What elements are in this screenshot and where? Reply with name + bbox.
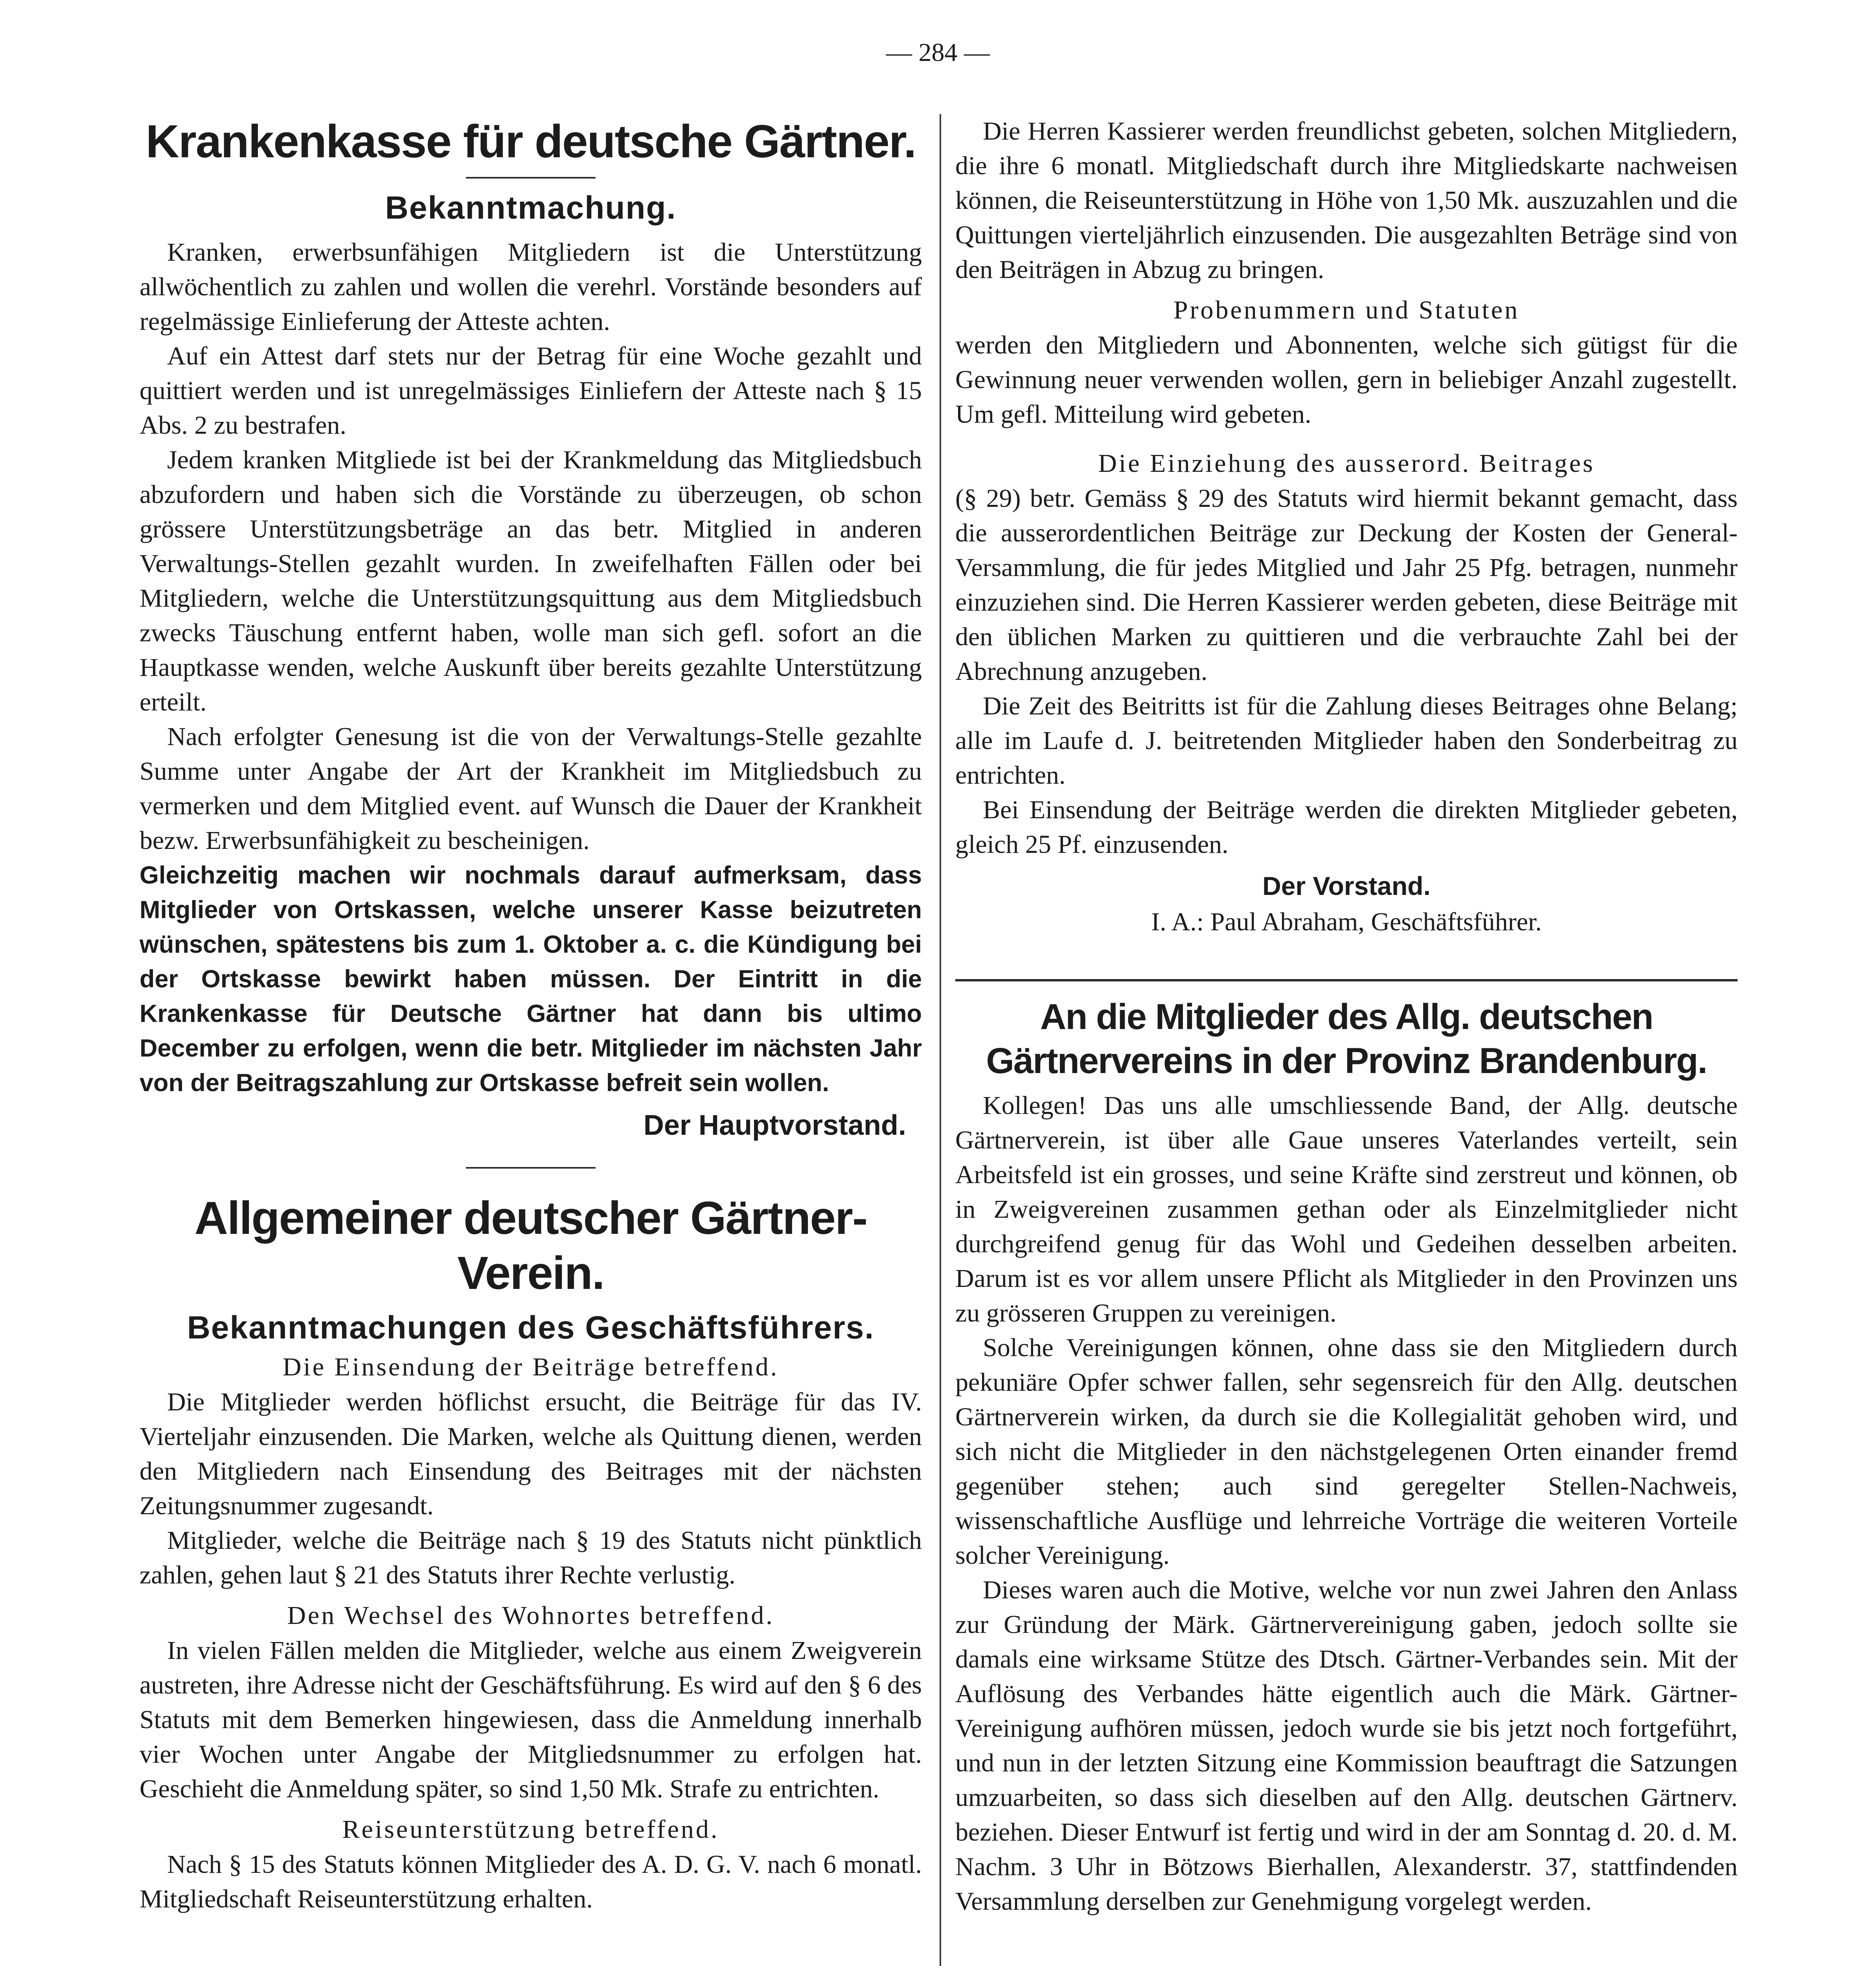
brandenburg-title: An die Mitglieder des Allg. deutschen Gärtnervereins in der Provinz Brandenburg. [986,997,1707,1081]
wohnort-heading: Den Wechsel des Wohnortes betreffend. [287,1601,774,1630]
kassierer-paragraph: Die Herren Kassierer werden freundlichst gebeten, solchen Mitgliedern, die ihre 6 monatl. Mitgliedschaft durch ihre Mitgliedskarte nachweisen können, die Reiseunterstützung in Höhe von 1,50 Mk. auszuzahlen und die Quittungen vierteljährlich einzusenden. Die ausgezahlten Beträge sind von den Beiträgen in Abzug zu bringen. [955,117,1738,284]
gaertner-verein-title: Allgemeiner deutscher Gärtner-Verein. [194,1192,867,1299]
krankenkasse-paragraph-1: Kranken, erwerbsunfähigen Mitgliedern ist die Unterstützung allwöchentlich zu zahlen und wollen die verehrl. Vorstände besonders auf regelmässige Einlieferung der Atteste achten. [140,238,922,336]
title-rule [466,177,596,179]
brandenburg-paragraph-1: Kollegen! Das uns alle umschliessende Band, der Allg. deutsche Gärtnerverein, ist über alle Gaue unseres Vaterlandes verteilt, sein Arbeitsfeld ist ein grosses, und seine Kräfte sind zerstreut und können, ob in Zweigvereinen zusammen gethan oder als Einzelmitglieder nicht durchgreifend genug für das Wohl und Gedeihen desselben arbeiten. Darum ist es vor allem unsere Pflicht als Mitglieder in den Provinzen uns zu grösseren Gruppen zu vereinigen. [955,1091,1738,1327]
krankenkasse-paragraph-3: Jedem kranken Mitgliede ist bei der Krankmeldung das Mitgliedsbuch abzufordern und haben sich die Vorstände zu überzeugen, ob schon grössere Unterstützungsbeträge an das betr. Mitglied in anderen Verwaltungs-Stellen gezahlt wurden. In zweifelhaften Fällen oder bei Mitgliedern, welche die Unterstützungsquittung aus dem Mitgliedsbuch zwecks Täuschung entfernt haben, wolle man sich gefl. sofort an die Hauptkasse wenden, welche Auskunft über bereits gezahlte Unterstützung erteilt. [140,445,922,716]
krankenkasse-paragraph-2: Auf ein Attest darf stets nur der Betrag für eine Woche gezahlt und quittiert werden und ist unregelmässiges Einliefern der Atteste nach § 15 Abs. 2 zu bestrafen. [140,342,922,440]
geschaeftsfuehrer-subtitle: Bekanntmachungen des Geschäftsführers. [187,1310,875,1346]
reise-heading: Reiseunterstützung betreffend. [342,1815,719,1844]
einsendung-heading: Die Einsendung der Beiträge betreffend. [282,1353,779,1381]
section-rule-right [955,979,1738,981]
section-rule [466,1167,596,1169]
einsendung-paragraph-1: Die Mitglieder werden höflichst ersucht, die Beiträge für das IV. Vierteljahr einzusenden. Die Marken, welche als Quittung dienen, werden den Mitgliedern nach Einsendung des Beitrages mit der nächsten Zeitungsnummer zugesandt. [140,1388,922,1520]
brandenburg-paragraph-3: Dieses waren auch die Motive, welche vor nun zwei Jahren den Anlass zur Gründung der Märk. Gärtnervereinigung gaben, jedoch sollte sie damals eine wirksame Stütze des Dtsch. Gärtner-Verbandes sein. Mit der Auflösung des Verbandes hätte eigentlich auch die Märk. Gärtner-Vereinigung aufhören müssen, jedoch wurde sie bis jetzt noch fortgeführt, und nun in der letzten Sitzung eine Kommission beauftragt die Satzungen umzuarbeiten, so dass sich dieselben auf den Allg. deutschen Gärtnerv. beziehen. Dieser Entwurf ist fertig und wird in der am Sonntag d. 20. d. M. Nachm. 3 Uhr in Bötzows Bierhallen, Alexanderstr. 37, stattfindenden Versammlung derselben zur Genehmigung vorgelegt werden. [955,1576,1738,1916]
reise-paragraph: Nach § 15 des Statuts können Mitglieder des A. D. G. V. nach 6 monatl. Mitgliedschaft Reiseunterstützung erhalten. [140,1850,922,1913]
column-divider [940,114,941,1966]
vorstand-signature: Der Vorstand. [1262,871,1431,900]
einziehung-paragraph-1: (§ 29) betr. Gemäss § 29 des Statuts wird hiermit bekannt gemacht, dass die ausserordentlichen Beiträge zur Deckung der Kosten der General-Versammlung, die für jedes Mitglied und Jahr 25 Pfg. betragen, nunmehr einzuziehen sind. Die Herren Kassierer werden gebeten, diese Beiträge mit den üblichen Marken zu quittieren und die verbrauchte Zahl bei der Abrechnung anzugeben. [955,484,1738,686]
krankenkasse-paragraph-4: Nach erfolgter Genesung ist die von der Verwaltungs-Stelle gezahlte Summe unter Angabe der Art der Krankheit im Mitgliedsbuch zu vermerken und dem Mitglied event. auf Wunsch die Dauer der Krankheit bezw. Erwerbsunfähigkeit zu bescheinigen. [140,722,922,855]
krankenkasse-subtitle: Bekanntmachung. [385,190,677,226]
hauptvorstand-signature: Der Hauptvorstand. [643,1110,906,1141]
page-number: — 284 — [886,38,990,67]
right-column [955,114,1738,1919]
einziehung-paragraph-3: Bei Einsendung der Beiträge werden die direkten Mitglieder gebeten, gleich 25 Pf. einzusenden. [955,795,1738,859]
einziehung-paragraph-2: Die Zeit des Beitritts ist für die Zahlung dieses Beitrages ohne Belang; alle im Laufe d. J. beitretenden Mitglieder haben den Sonderbeitrag zu entrichten. [955,692,1738,790]
krankenkasse-bold-notice: Gleichzeitig machen wir nochmals darauf aufmerksam, dass Mitglieder von Ortskassen, welche unserer Kasse beizutreten wünschen, spätestens bis zum 1. Oktober a. c. die Kündigung bei der Ortskasse bewirkt haben müssen. Der Eintritt in die Krankenkasse für Deutsche Gärtner hat dann bis ultimo December zu erfolgen, wenn die betr. Mitglieder im nächsten Jahr von der Beitragszahlung zur Ortskasse befreit sein wollen. [140,862,922,1097]
probenummern-paragraph: werden den Mitgliedern und Abonnenten, welche sich gütigst für die Gewinnung neuer verwenden wollen, gern in beliebiger Anzahl zugestellt. Um gefl. Mitteilung wird gebeten. [955,331,1738,429]
abraham-signature: I. A.: Paul Abraham, Geschäftsführer. [1151,908,1542,936]
einziehung-heading: Die Einziehung des ausserord. Beitrages [1098,449,1595,478]
left-column [140,114,922,1916]
probenummern-heading: Probenummern und Statuten [1173,296,1520,324]
krankenkasse-title: Krankenkasse für deutsche Gärtner. [145,116,916,168]
einsendung-paragraph-2: Mitglieder, welche die Beiträge nach § 19 des Statuts nicht pünktlich zahlen, gehen laut § 21 des Statuts ihrer Rechte verlustig. [140,1526,922,1589]
brandenburg-paragraph-2: Solche Vereinigungen können, ohne dass sie den Mitgliedern durch pekuniäre Opfer schwer fallen, sehr segensreich für den Allg. deutschen Gärtnerverein wirken, da durch sie die Kollegialität gehoben wird, und sich nicht die Mitglieder in den nächstgelegenen Orten einander fremd gegenüber stehen; auch sind geregelter Stellen-Nachweis, wissenschaftliche Ausflüge und lehrreiche Vorträge die weiteren Vorteile solcher Vereinigung. [955,1333,1738,1570]
wohnort-paragraph: In vielen Fällen melden die Mitglieder, welche aus einem Zweigverein austreten, ihre Adresse nicht der Geschäftsführung. Es wird auf den § 6 des Statuts mit dem Bemerken hingewiesen, dass die Anmeldung innerhalb vier Wochen unter Angabe der Mitgliedsnummer zu erfolgen hat. Geschieht die Anmeldung später, so sind 1,50 Mk. Strafe zu entrichten. [140,1636,922,1803]
